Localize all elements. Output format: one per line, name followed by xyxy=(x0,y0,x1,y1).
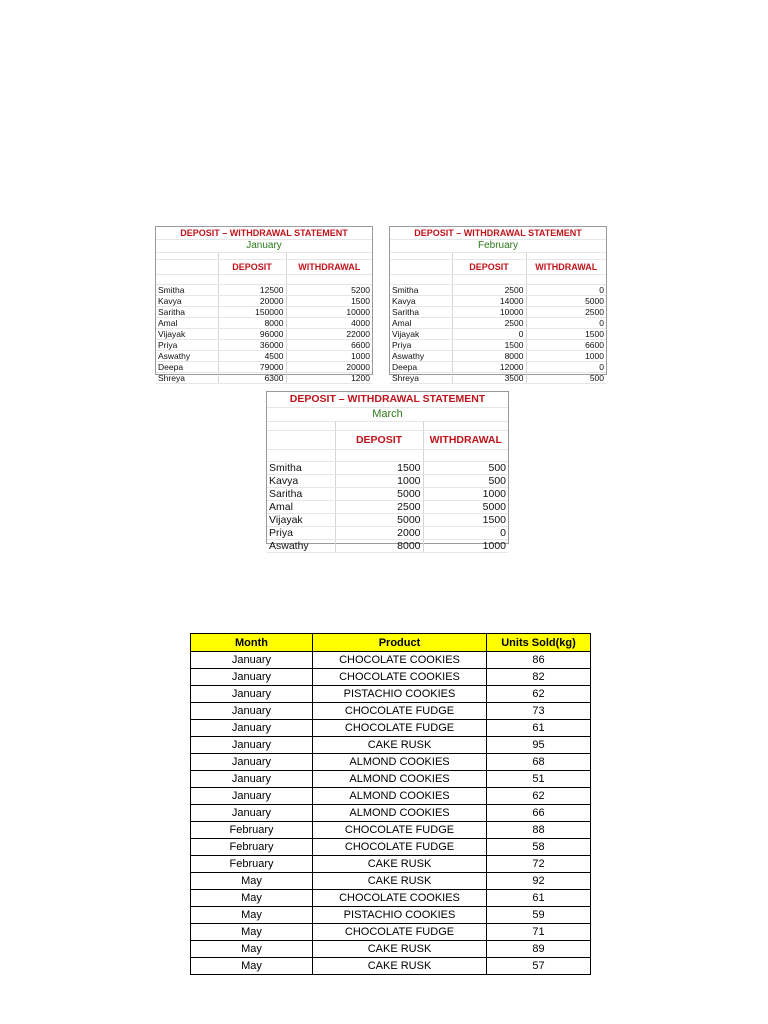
sales-units: 73 xyxy=(487,703,591,720)
statement-row xyxy=(267,527,508,540)
account-name: Saritha xyxy=(267,488,335,501)
account-name: Aswathy xyxy=(267,540,335,553)
sales-units: 89 xyxy=(487,941,591,958)
withdrawal-header: WITHDRAWAL xyxy=(526,260,606,275)
deposit-value: 2500 xyxy=(335,501,423,514)
sales-month: January xyxy=(191,686,313,703)
sales-row xyxy=(191,805,591,822)
sales-month: January xyxy=(191,737,313,754)
statement-header-row xyxy=(267,431,508,450)
account-name: Smitha xyxy=(390,285,452,296)
account-name: Saritha xyxy=(156,307,218,318)
deposit-value: 1500 xyxy=(452,340,526,351)
statement-table xyxy=(267,392,508,553)
withdrawal-value: 6600 xyxy=(526,340,606,351)
deposit-value: 2500 xyxy=(452,318,526,329)
deposit-value: 0 xyxy=(452,329,526,340)
deposit-value: 12500 xyxy=(218,285,286,296)
header-product: Product xyxy=(313,634,487,652)
statement-row xyxy=(156,296,372,307)
statement-row xyxy=(390,362,606,373)
header-month: Month xyxy=(191,634,313,652)
deposit-value: 20000 xyxy=(218,296,286,307)
statement-row xyxy=(156,318,372,329)
sales-product: CAKE RUSK xyxy=(313,737,487,754)
withdrawal-value: 0 xyxy=(526,285,606,296)
statement-row xyxy=(390,373,606,384)
sales-units: 88 xyxy=(487,822,591,839)
statement-february xyxy=(389,226,607,383)
sales-product: CAKE RUSK xyxy=(313,941,487,958)
deposit-value: 5000 xyxy=(335,488,423,501)
spacer-row xyxy=(156,253,372,260)
withdrawal-value: 1500 xyxy=(526,329,606,340)
spacer-row xyxy=(390,275,606,285)
sales-row xyxy=(191,703,591,720)
sales-units: 58 xyxy=(487,839,591,856)
account-name: Aswathy xyxy=(156,351,218,362)
withdrawal-value: 0 xyxy=(526,362,606,373)
sales-row xyxy=(191,686,591,703)
withdrawal-value: 4000 xyxy=(286,318,372,329)
statement-row xyxy=(267,488,508,501)
deposit-value: 12000 xyxy=(452,362,526,373)
withdrawal-value: 500 xyxy=(423,475,508,488)
sales-row xyxy=(191,737,591,754)
sales-row xyxy=(191,754,591,771)
deposit-value: 14000 xyxy=(452,296,526,307)
sales-row xyxy=(191,669,591,686)
sales-units: 61 xyxy=(487,890,591,907)
sales-row xyxy=(191,890,591,907)
withdrawal-value: 6600 xyxy=(286,340,372,351)
account-name: Saritha xyxy=(390,307,452,318)
statement-month: February xyxy=(390,240,606,253)
sales-row xyxy=(191,771,591,788)
statement-row xyxy=(390,307,606,318)
sales-product: CAKE RUSK xyxy=(313,873,487,890)
sales-row xyxy=(191,958,591,975)
sales-product: CHOCOLATE COOKIES xyxy=(313,890,487,907)
deposit-value: 96000 xyxy=(218,329,286,340)
sales-month: January xyxy=(191,652,313,669)
statement-header-row xyxy=(390,260,606,275)
account-name: Priya xyxy=(390,340,452,351)
deposit-value: 8000 xyxy=(452,351,526,362)
sales-table xyxy=(190,633,591,975)
sales-row xyxy=(191,873,591,890)
sales-month: May xyxy=(191,924,313,941)
account-name: Amal xyxy=(267,501,335,514)
statement-row xyxy=(390,318,606,329)
sales-month: May xyxy=(191,890,313,907)
deposit-value: 4500 xyxy=(218,351,286,362)
withdrawal-value: 500 xyxy=(526,373,606,384)
sales-units: 57 xyxy=(487,958,591,975)
sales-row xyxy=(191,788,591,805)
withdrawal-value: 5000 xyxy=(526,296,606,307)
sales-product: CHOCOLATE FUDGE xyxy=(313,703,487,720)
withdrawal-value: 20000 xyxy=(286,362,372,373)
sales-units: 72 xyxy=(487,856,591,873)
statement-title-row xyxy=(390,227,606,240)
sales-units: 68 xyxy=(487,754,591,771)
sales-row xyxy=(191,907,591,924)
withdrawal-value: 1500 xyxy=(286,296,372,307)
withdrawal-value: 2500 xyxy=(526,307,606,318)
withdrawal-value: 1000 xyxy=(423,488,508,501)
sales-month: February xyxy=(191,856,313,873)
sales-units: 71 xyxy=(487,924,591,941)
deposit-value: 1500 xyxy=(335,462,423,475)
sales-row xyxy=(191,822,591,839)
sales-month: May xyxy=(191,941,313,958)
withdrawal-value: 500 xyxy=(423,462,508,475)
sales-row xyxy=(191,839,591,856)
account-name: Amal xyxy=(156,318,218,329)
withdrawal-value: 1500 xyxy=(423,514,508,527)
statement-month: January xyxy=(156,240,372,253)
sales-month: May xyxy=(191,958,313,975)
sales-month: February xyxy=(191,839,313,856)
deposit-header: DEPOSIT xyxy=(452,260,526,275)
sales-month: February xyxy=(191,822,313,839)
statement-row xyxy=(156,351,372,362)
sales-units: 59 xyxy=(487,907,591,924)
statement-table xyxy=(390,227,606,384)
sales-units: 51 xyxy=(487,771,591,788)
sales-month: May xyxy=(191,873,313,890)
account-name: Smitha xyxy=(267,462,335,475)
account-name: Vijayak xyxy=(390,329,452,340)
statement-row xyxy=(390,329,606,340)
statement-month-row xyxy=(267,408,508,422)
header-units-sold: Units Sold(kg) xyxy=(487,634,591,652)
account-name: Shreya xyxy=(390,373,452,384)
deposit-value: 10000 xyxy=(452,307,526,318)
sales-row xyxy=(191,924,591,941)
account-name: Kavya xyxy=(156,296,218,307)
sales-units: 62 xyxy=(487,788,591,805)
sales-month: January xyxy=(191,720,313,737)
statement-row xyxy=(156,329,372,340)
withdrawal-value: 0 xyxy=(423,527,508,540)
deposit-value: 36000 xyxy=(218,340,286,351)
sales-product: ALMOND COOKIES xyxy=(313,771,487,788)
spacer-row xyxy=(390,253,606,260)
sales-units: 66 xyxy=(487,805,591,822)
deposit-value: 5000 xyxy=(335,514,423,527)
sales-product: PISTACHIO COOKIES xyxy=(313,686,487,703)
statement-row xyxy=(390,296,606,307)
sales-product: ALMOND COOKIES xyxy=(313,805,487,822)
spacer-row xyxy=(156,275,372,285)
deposit-value: 79000 xyxy=(218,362,286,373)
sales-product: CHOCOLATE FUDGE xyxy=(313,839,487,856)
account-name: Kavya xyxy=(390,296,452,307)
statement-row xyxy=(156,340,372,351)
sales-product: CHOCOLATE FUDGE xyxy=(313,720,487,737)
deposit-value: 8000 xyxy=(335,540,423,553)
deposit-value: 2000 xyxy=(335,527,423,540)
statement-row xyxy=(156,362,372,373)
account-name: Priya xyxy=(267,527,335,540)
sales-month: January xyxy=(191,669,313,686)
spacer-row xyxy=(267,422,508,431)
statement-table xyxy=(156,227,372,384)
sales-units: 92 xyxy=(487,873,591,890)
spacer-row xyxy=(267,450,508,462)
deposit-value: 3500 xyxy=(452,373,526,384)
sales-units: 62 xyxy=(487,686,591,703)
statement-row xyxy=(390,340,606,351)
sales-product: CHOCOLATE COOKIES xyxy=(313,652,487,669)
sales-product: ALMOND COOKIES xyxy=(313,788,487,805)
statement-row xyxy=(267,540,508,553)
sales-month: January xyxy=(191,788,313,805)
deposit-value: 6300 xyxy=(218,373,286,384)
withdrawal-value: 1000 xyxy=(286,351,372,362)
withdrawal-value: 5200 xyxy=(286,285,372,296)
deposit-header: DEPOSIT xyxy=(218,260,286,275)
sales-row xyxy=(191,652,591,669)
deposit-header: DEPOSIT xyxy=(335,431,423,450)
sales-product: CAKE RUSK xyxy=(313,856,487,873)
sales-month: May xyxy=(191,907,313,924)
statement-title: DEPOSIT – WITHDRAWAL STATEMENT xyxy=(156,227,372,240)
deposit-value: 2500 xyxy=(452,285,526,296)
sales-row xyxy=(191,720,591,737)
statement-title-row xyxy=(156,227,372,240)
sales-month: January xyxy=(191,754,313,771)
account-name: Deepa xyxy=(156,362,218,373)
deposit-value: 8000 xyxy=(218,318,286,329)
account-name: Vijayak xyxy=(156,329,218,340)
sales-product: CHOCOLATE FUDGE xyxy=(313,822,487,839)
statement-row xyxy=(156,285,372,296)
withdrawal-value: 1000 xyxy=(423,540,508,553)
statement-row xyxy=(390,351,606,362)
statement-row xyxy=(267,501,508,514)
sales-product: CHOCOLATE COOKIES xyxy=(313,669,487,686)
deposit-value: 150000 xyxy=(218,307,286,318)
account-name: Priya xyxy=(156,340,218,351)
account-name: Kavya xyxy=(267,475,335,488)
statement-january xyxy=(155,226,373,383)
account-name: Amal xyxy=(390,318,452,329)
sales-product: PISTACHIO COOKIES xyxy=(313,907,487,924)
sales-row xyxy=(191,856,591,873)
sales-month: January xyxy=(191,771,313,788)
statement-header-row xyxy=(156,260,372,275)
sales-row xyxy=(191,941,591,958)
withdrawal-value: 5000 xyxy=(423,501,508,514)
statement-row xyxy=(156,373,372,384)
withdrawal-value: 1000 xyxy=(526,351,606,362)
sales-month: January xyxy=(191,805,313,822)
account-name: Deepa xyxy=(390,362,452,373)
statement-row xyxy=(267,462,508,475)
statement-title: DEPOSIT – WITHDRAWAL STATEMENT xyxy=(390,227,606,240)
withdrawal-value: 0 xyxy=(526,318,606,329)
account-name: Vijayak xyxy=(267,514,335,527)
sales-units: 95 xyxy=(487,737,591,754)
statement-month-row xyxy=(156,240,372,253)
statement-title: DEPOSIT – WITHDRAWAL STATEMENT xyxy=(267,392,508,408)
withdrawal-value: 10000 xyxy=(286,307,372,318)
sales-product: ALMOND COOKIES xyxy=(313,754,487,771)
statement-row xyxy=(156,307,372,318)
withdrawal-value: 22000 xyxy=(286,329,372,340)
account-name: Shreya xyxy=(156,373,218,384)
sales-units: 82 xyxy=(487,669,591,686)
sales-units: 61 xyxy=(487,720,591,737)
statement-month: March xyxy=(267,408,508,422)
statement-row xyxy=(267,475,508,488)
withdrawal-value: 1200 xyxy=(286,373,372,384)
statement-row xyxy=(390,285,606,296)
statement-title-row xyxy=(267,392,508,408)
account-name: Aswathy xyxy=(390,351,452,362)
sales-month: January xyxy=(191,703,313,720)
statement-row xyxy=(267,514,508,527)
sales-header-row xyxy=(191,634,591,652)
account-name: Smitha xyxy=(156,285,218,296)
deposit-value: 1000 xyxy=(335,475,423,488)
statement-march xyxy=(266,391,509,552)
withdrawal-header: WITHDRAWAL xyxy=(423,431,508,450)
statement-month-row xyxy=(390,240,606,253)
withdrawal-header: WITHDRAWAL xyxy=(286,260,372,275)
sales-product: CAKE RUSK xyxy=(313,958,487,975)
sales-units: 86 xyxy=(487,652,591,669)
sales-product: CHOCOLATE FUDGE xyxy=(313,924,487,941)
